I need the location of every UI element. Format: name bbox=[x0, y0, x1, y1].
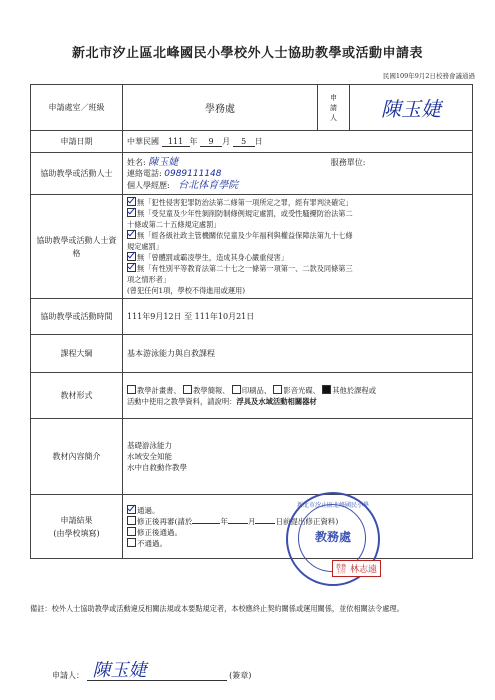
phone-label: 連絡電話: bbox=[127, 168, 162, 178]
qual-note bbox=[127, 285, 468, 296]
footer-sig: 陳玉婕 bbox=[92, 660, 147, 681]
result-opt: 不通過。 bbox=[137, 538, 167, 548]
result-fail-checkbox[interactable] bbox=[127, 538, 136, 547]
course-label: 課程大綱 bbox=[31, 335, 123, 373]
qual-item bbox=[127, 263, 468, 274]
time-label: 協助教學或活動時間 bbox=[31, 299, 123, 335]
applicant-label bbox=[318, 85, 350, 131]
qual-item bbox=[127, 197, 468, 208]
stamp-office: 教務處 bbox=[314, 530, 351, 544]
time-value: 111年9月12日 至 111年10月21日 bbox=[123, 299, 473, 335]
director-seal bbox=[332, 560, 381, 577]
revise-day-blank[interactable] bbox=[255, 523, 275, 524]
date-year: 111 bbox=[162, 137, 190, 147]
applicant-label-text: 申請人 bbox=[330, 93, 337, 122]
result-opt: 修正後通過。 bbox=[137, 527, 182, 537]
footer-sig-line bbox=[87, 660, 227, 681]
qualification-field bbox=[123, 195, 473, 299]
row-material bbox=[31, 373, 473, 419]
qualification-label: 協助教學或活動人士資格 bbox=[31, 195, 123, 299]
row-qualification bbox=[31, 195, 473, 299]
content-label: 教材內容簡介 bbox=[31, 419, 123, 495]
experience-label: 個人學經歷: bbox=[127, 180, 170, 190]
result-revise-checkbox[interactable] bbox=[127, 516, 136, 525]
material-checkbox[interactable] bbox=[232, 385, 241, 394]
material-explain-value: 浮具及水域活動相關器材 bbox=[236, 396, 317, 406]
footer-suffix: (簽章) bbox=[229, 671, 252, 680]
result-opt: 月 bbox=[247, 516, 256, 526]
material-checkbox-other[interactable] bbox=[322, 385, 331, 394]
row-content bbox=[31, 419, 473, 495]
row-result bbox=[31, 495, 473, 559]
footer-signature bbox=[52, 660, 252, 681]
content-line: 水域安全知能 bbox=[127, 452, 172, 461]
date-year-unit: 年 bbox=[189, 137, 198, 146]
result-opt: 日前提出修正資料) bbox=[275, 516, 339, 526]
result-opt: 年 bbox=[220, 516, 228, 526]
row-date bbox=[31, 131, 473, 153]
row-applicant bbox=[31, 85, 473, 131]
stamp-school: 新北市汐止區北峰國民小學 bbox=[296, 502, 369, 509]
seal-name: 林志遠 bbox=[350, 565, 378, 575]
material-checkbox[interactable] bbox=[127, 385, 136, 394]
material-opt: 教學計畫書 bbox=[137, 385, 174, 395]
course-value: 基本游泳能力與自救課程 bbox=[123, 335, 473, 373]
qual-text: 無「犯性侵害犯罪防治法第二條第一項所定之罪，經有罪判決確定」 bbox=[137, 198, 353, 207]
material-explain-label: 活動中使用之教學資料，請說明： bbox=[127, 396, 237, 406]
qual-text: 無「曾體罰或霸凌學生，造成其身心嚴重侵害」 bbox=[137, 253, 288, 262]
row-time bbox=[31, 299, 473, 335]
qual-item-cont bbox=[127, 219, 468, 230]
date-month-unit: 月 bbox=[222, 137, 231, 146]
person-field bbox=[123, 153, 473, 195]
experience-value: 台北体育學院 bbox=[178, 179, 239, 191]
result-label-text: 申請結果 bbox=[60, 515, 93, 525]
org-label: 服務單位: bbox=[330, 157, 366, 167]
qual-note-text: (曾犯任何1項，學校不得進用或運用) bbox=[127, 286, 245, 295]
qual-item-cont bbox=[127, 274, 468, 285]
qual-text: 無「經各級社政主管機關依兒童及少年福利與權益保障法第九十七條 bbox=[137, 231, 353, 240]
result-revise-pass-checkbox[interactable] bbox=[127, 527, 136, 536]
date-field bbox=[123, 131, 473, 153]
applicant-signature: 陳玉婕 bbox=[350, 85, 473, 131]
content-field bbox=[123, 419, 473, 495]
dept-label: 申請處室／班級 bbox=[31, 85, 123, 131]
material-other: 其他於課程或 bbox=[332, 385, 377, 395]
qual-checkbox[interactable] bbox=[127, 230, 136, 239]
footer-label: 申請人： bbox=[52, 671, 84, 680]
row-course bbox=[31, 335, 473, 373]
dept-value: 學務處 bbox=[123, 85, 318, 131]
qual-item bbox=[127, 252, 468, 263]
qual-checkbox[interactable] bbox=[127, 208, 136, 217]
qual-item-cont bbox=[127, 241, 468, 252]
qual-item bbox=[127, 230, 468, 241]
result-opt: 修正後再審(請於 bbox=[137, 516, 193, 526]
qual-checkbox[interactable] bbox=[127, 263, 136, 272]
seal-title: 教務主任 bbox=[336, 563, 347, 575]
date-prefix: 中華民國 bbox=[127, 137, 159, 146]
qual-text: 項之情形者」 bbox=[127, 275, 171, 284]
result-label-sub: (由學校填寫) bbox=[53, 528, 100, 538]
material-opt: 印刷品 bbox=[241, 385, 264, 395]
form-title: 新北市汐止區北峰國民小學校外人士協助教學或活動申請表 bbox=[71, 46, 423, 61]
application-table bbox=[30, 84, 473, 559]
material-checkbox[interactable] bbox=[273, 385, 282, 394]
material-checkbox[interactable] bbox=[183, 385, 192, 394]
date-day-unit: 日 bbox=[254, 137, 263, 146]
phone-value: 0989111148 bbox=[164, 168, 222, 179]
date-day: 5 bbox=[233, 137, 255, 147]
qual-text: 規定處罰」 bbox=[127, 242, 163, 251]
content-line: 水中自救動作教學 bbox=[127, 463, 187, 472]
material-opt: 影音光碟 bbox=[283, 385, 313, 395]
approval-note: 民國109年9月2日校務會議通過 bbox=[382, 72, 475, 80]
result-pass-checkbox[interactable] bbox=[127, 505, 136, 514]
name-label: 姓名: bbox=[127, 157, 146, 167]
qual-text: 十條或第二十五條規定處罰」 bbox=[127, 220, 221, 229]
content-line: 基礎游泳能力 bbox=[127, 441, 172, 450]
remark: 備註：校外人士協助教學或活動違反相關法規或本要點規定者，本校應終止契約關係或運用關係，並依相關法令處理。 bbox=[30, 604, 404, 613]
row-person bbox=[31, 153, 473, 195]
qual-text: 無「有性別平等教育法第二十七之一條第一項第一、二款及同條第三 bbox=[137, 264, 353, 273]
date-month: 9 bbox=[200, 137, 222, 147]
material-opt: 教學簡報 bbox=[193, 385, 223, 395]
revise-year-blank[interactable] bbox=[192, 523, 220, 524]
person-label: 協助教學或活動人士 bbox=[31, 153, 123, 195]
revise-month-blank[interactable] bbox=[228, 523, 248, 524]
result-label bbox=[31, 495, 123, 559]
material-label: 教材形式 bbox=[31, 373, 123, 419]
result-opt: 通過。 bbox=[137, 505, 160, 515]
name-value: 陳玉婕 bbox=[148, 156, 179, 168]
material-field: 教學計畫書、 教學簡報、 印刷品、 影音光碟、 其他於課程或 活動中使用之教學資料，請說明：浮具及水域活動相關器材 bbox=[123, 373, 473, 419]
qual-text: 無「受兒童及少年性剝削防制條例規定處罰，或受性騷擾防治法第二 bbox=[137, 209, 353, 218]
qual-item bbox=[127, 208, 468, 219]
date-label: 申請日期 bbox=[31, 131, 123, 153]
